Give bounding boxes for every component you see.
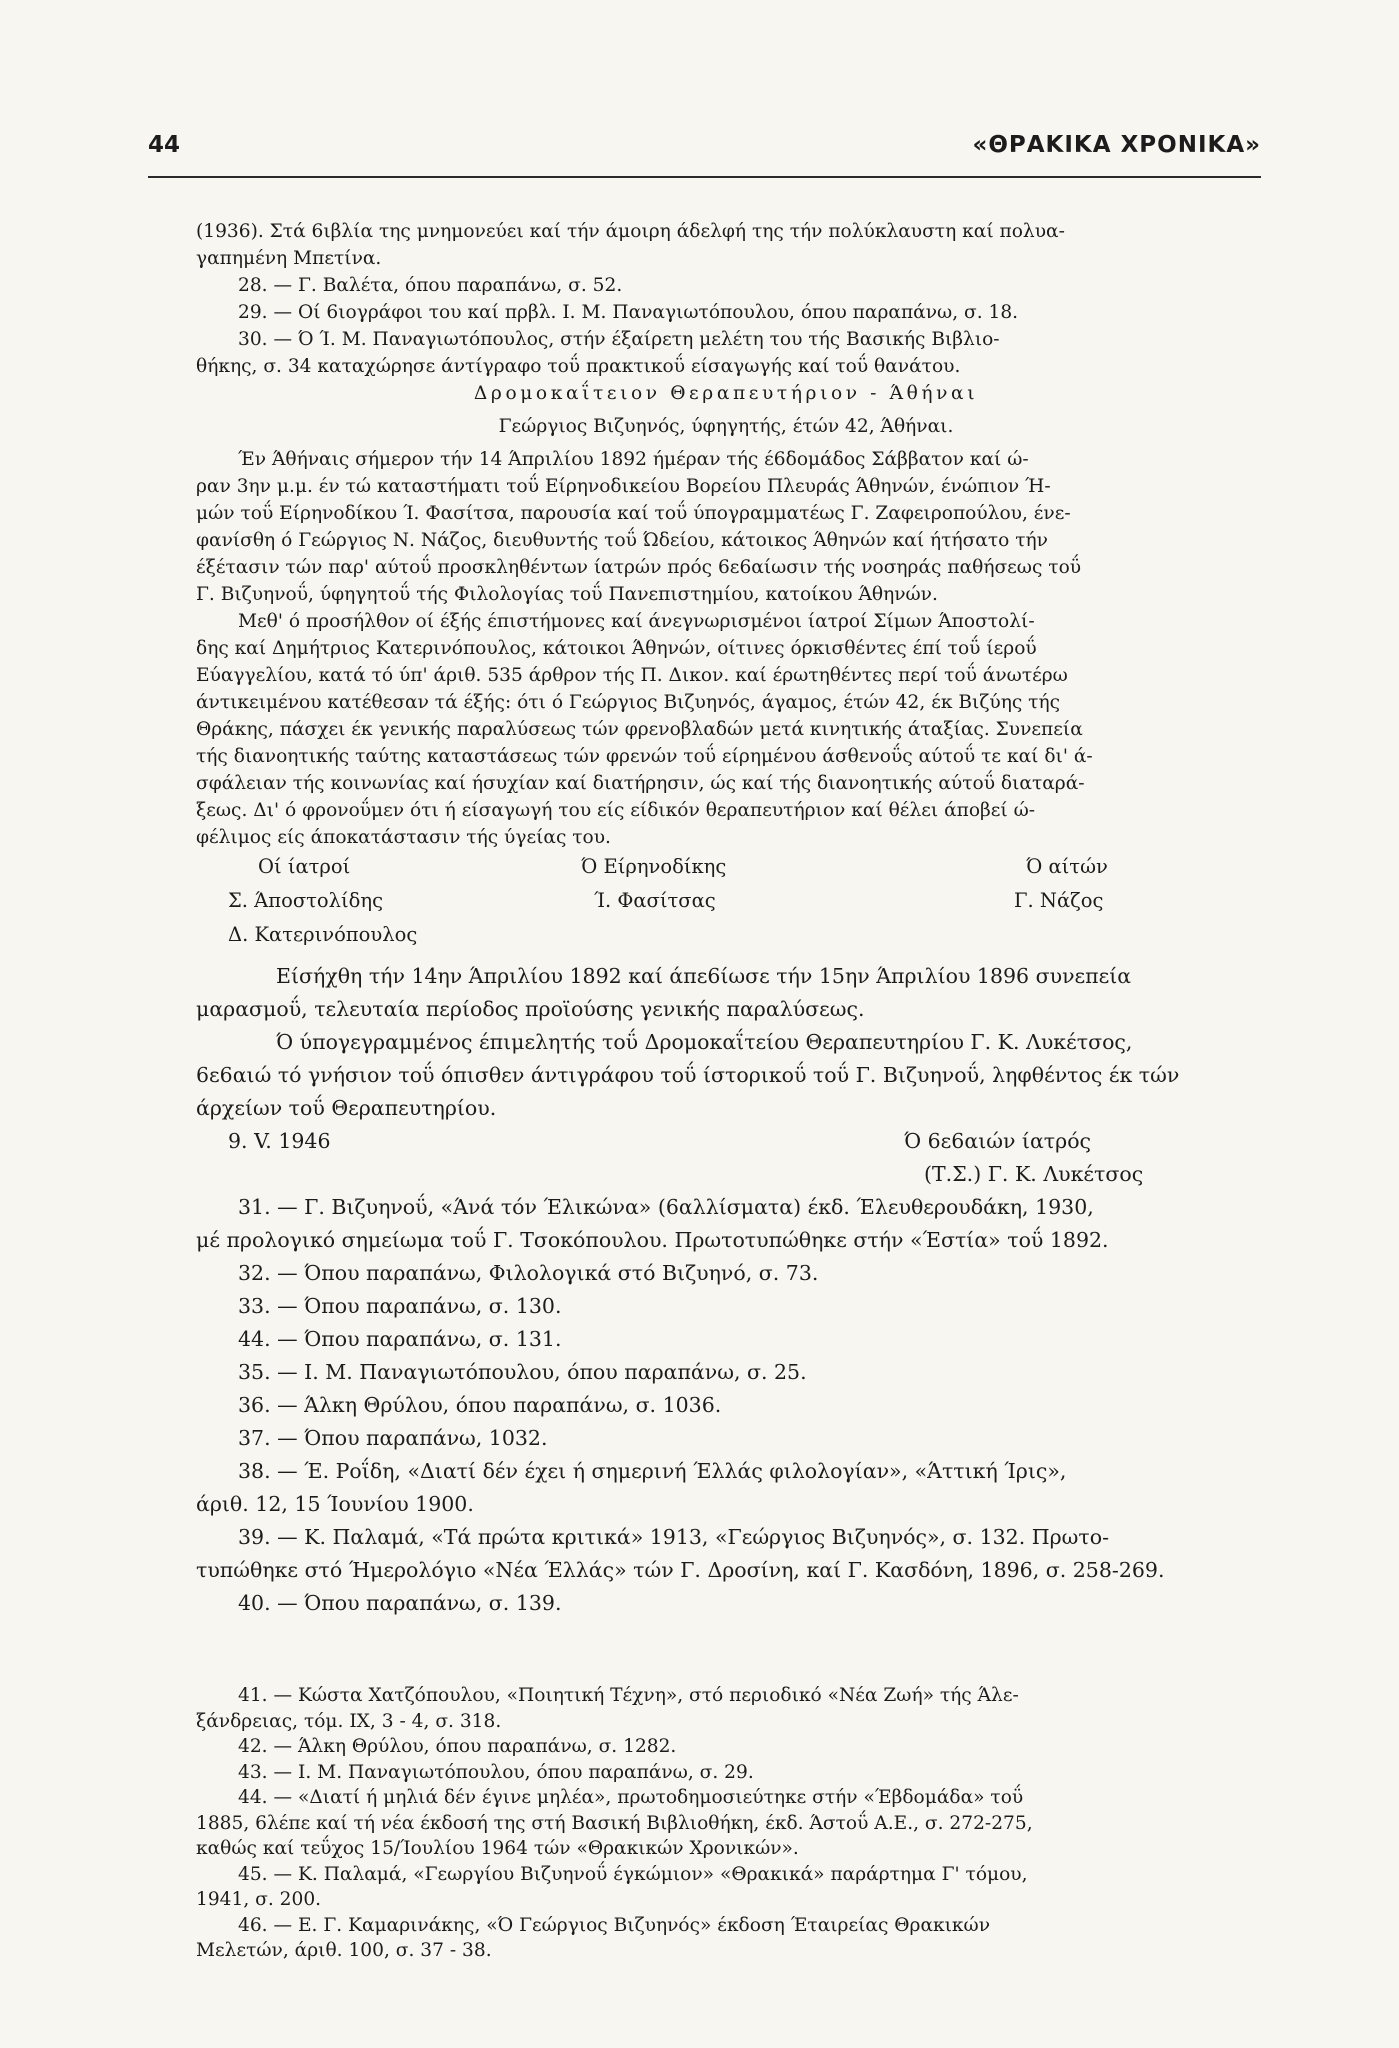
record-line: φανίσθη ό Γεώργιος Ν. Νάζος, διευθυντής τοΰ Ώδείου, κάτοικος Άθηνών καί ήτήσατο τήν xyxy=(196,530,1048,551)
page-number: 44 xyxy=(148,132,181,158)
footnote-line: 44. — «Διατί ή μηλιά δέν έγινε μηλέα», πρωτοδημοσιεύτηκε στήν «Έβδομάδα» τοΰ xyxy=(238,1787,1024,1808)
footnote-line: μέ προλογικό σημείωμα τοΰ Γ. Τσοκόπουλου. Πρωτοτυπώθηκε στήν «Έστία» τοΰ 1892. xyxy=(196,1228,1109,1252)
main-text-block xyxy=(196,960,1266,1620)
page-header xyxy=(148,132,1261,172)
certifier-name: (Τ.Σ.) Γ. Κ. Λυκέτσος xyxy=(924,1162,1144,1186)
record-line: ραν 3ην μ.μ. έν τώ καταστήματι τοΰ Είρηνοδικείου Βορείου Πλευράς Άθηνών, ένώπιον Ή- xyxy=(196,476,1051,497)
text-line: (1936). Στά 6ιβλία της μνημονεύει καί τήν άμοιρη άδελφή της τήν πολύκλαυστη καί πολυα- xyxy=(196,221,1065,242)
footnote-line: 33. — Όπου παραπάνω, σ. 130. xyxy=(238,1294,562,1318)
record-line: έξέτασιν τών παρ' αύτοΰ προσκληθέντων ίατρών πρός 6ε6αίωσιν τής νοσηράς παθήσεως τοΰ xyxy=(196,557,1082,578)
footnote-line: 43. — Ι. Μ. Παναγιωτόπουλου, όπου παραπάνω, σ. 29. xyxy=(238,1761,754,1783)
small-print-block xyxy=(196,218,1256,851)
certification-date-row xyxy=(196,1125,1266,1158)
signature-name: Δ. Κατερινόπουλος xyxy=(228,923,418,946)
footnote-line: 44. — Όπου παραπάνω, σ. 131. xyxy=(238,1327,562,1351)
notes-list xyxy=(196,1191,1266,1620)
certification-line: Ό ύπογεγραμμένος έπιμελητής τοΰ Δρομοκαΐτείου Θεραπευτηρίου Γ. Κ. Λυκέτσος, xyxy=(276,1030,1133,1054)
admission-line: Είσήχθη τήν 14ην Άπριλίου 1892 καί άπε6ίωσε τήν 15ην Άπριλίου 1896 συνεπεία xyxy=(276,964,1132,988)
signature-names xyxy=(196,887,1256,917)
footnote-line: 37. — Όπου παραπάνω, 1032. xyxy=(238,1426,548,1450)
certifier-title: Ό 6ε6αιών ίατρός xyxy=(904,1129,1092,1153)
certification-line: 6ε6αιώ τό γνήσιον τοΰ όπισθεν άντιγράφου τοΰ ίστορικοΰ τοΰ Γ. Βιζυηνοΰ, ληφθέντος έκ τών xyxy=(196,1063,1180,1087)
signature-headers xyxy=(196,853,1256,883)
footnote-line: 1941, σ. 200. xyxy=(196,1889,322,1910)
record-subheading: Γεώργιος Βιζυηνός, ύφηγητής, έτών 42, Άθήναι. xyxy=(498,416,954,437)
footnote-line: 46. — Ε. Γ. Καμαρινάκης, «Ό Γεώργιος Βιζυηνός» έκδοση Έταιρείας Θρακικών xyxy=(238,1914,991,1936)
text-line: θήκης, σ. 34 καταχώρησε άντίγραφο τοΰ πρακτικοΰ είσαγωγής καί τοΰ θανάτου. xyxy=(196,356,961,377)
footnote-line: 41. — Κώστα Χατζόπουλου, «Ποιητική Τέχνη», στό περιοδικό «Νέα Ζωή» τής Άλε- xyxy=(238,1685,1019,1706)
header-divider xyxy=(148,176,1261,178)
record-line: ξεως. Δι' ό φρονοΰμεν ότι ή είσαγωγή του είς είδικόν θεραπευτήριον καί θέλει άποβεί ώ- xyxy=(196,800,1036,821)
notes-list-small xyxy=(196,1683,1256,1964)
running-title: «ΘΡΑΚΙΚΑ ΧΡΟΝΙΚΑ» xyxy=(972,132,1261,158)
note-30: 30. — Ό Ί. Μ. Παναγιωτόπουλος, στήν έξαίρετη μελέτη του τής Βασικής Βιβλιο- xyxy=(238,329,1000,350)
record-line: Έν Άθήναις σήμερον τήν 14 Άπριλίου 1892 ήμέραν τής έ6δομάδος Σάββατον καί ώ- xyxy=(238,449,1029,470)
record-line: δης καί Δημήτριος Κατερινόπουλος, κάτοικοι Άθηνών, οίτινες όρκισθέντες έπί τοΰ ίεροΰ xyxy=(196,638,1037,659)
record-line: Μεθ' ό προσήλθον οί έξής έπιστήμονες καί άνεγνωρισμένοι ίατροί Σίμων Άποστολί- xyxy=(238,611,1035,632)
footnote-line: 32. — Όπου παραπάνω, Φιλολογικά στό Βιζυηνό, σ. 73. xyxy=(238,1261,819,1285)
record-line: μών τοΰ Είρηνοδίκου Ί. Φασίτσα, παρουσία καί τοΰ ύπογραμματέως Γ. Ζαφειροπούλου, ένε- xyxy=(196,503,1071,524)
record-line: Εύαγγελίου, κατά τό ύπ' άριθ. 535 άρθρον τής Π. Δικον. καί έρωτηθέντες περί τοΰ άνωτέρω xyxy=(196,665,1068,686)
signature-name: Σ. Άποστολίδης xyxy=(228,889,384,912)
record-line: άντικειμένου κατέθεσαν τά έξής: ότι ό Γεώργιος Βιζυηνός, άγαμος, έτών 42, έκ Βιζύης τής xyxy=(196,692,1061,713)
signature-header-doctors: Οί ίατροί xyxy=(258,855,351,878)
footnote-line: 39. — Κ. Παλαμά, «Τά πρώτα κριτικά» 1913, «Γεώργιος Βιζυηνός», σ. 132. Πρωτο- xyxy=(238,1525,1109,1549)
footnote-line: άριθ. 12, 15 Ίουνίου 1900. xyxy=(196,1492,474,1516)
signature-name: Γ. Νάζος xyxy=(1014,889,1104,912)
certification-line: άρχείων τοΰ Θεραπευτηρίου. xyxy=(196,1096,497,1120)
admission-line: μαρασμοΰ, τελευταία περίοδος προϊούσης γενικής παραλύσεως. xyxy=(196,997,865,1021)
record-line: Γ. Βιζυηνοΰ, ύφηγητοΰ τής Φιλολογίας τοΰ Πανεπιστημίου, κατοίκου Άθηνών. xyxy=(196,584,938,605)
signature-header-judge: Ό Είρηνοδίκης xyxy=(581,855,727,878)
record-line: Θράκης, πάσχει έκ γενικής παραλύσεως τών φρενοβλαδών μετά κινητικής άταξίας. Συνεπεία xyxy=(196,719,1083,740)
footnote-line: ξάνδρειας, τόμ. ΙΧ, 3 - 4, σ. 318. xyxy=(196,1710,502,1732)
footnote-line: 31. — Γ. Βιζυηνοΰ, «Άνά τόν Έλικώνα» (6αλλίσματα) έκδ. Έλευθερουδάκη, 1930, xyxy=(238,1195,1094,1219)
footnote-line: 36. — Άλκη Θρύλου, όπου παραπάνω, σ. 1036. xyxy=(238,1393,722,1417)
record-line: τής διανοητικής ταύτης καταστάσεως τών φρενών τοΰ είρημένου άσθενοΰς αύτοΰ τε καί δι' ά- xyxy=(196,746,1093,767)
certification-date: 9. V. 1946 xyxy=(228,1129,331,1153)
footnote-line: 38. — Έ. Ροΐδη, «Διατί δέν έχει ή σημερινή Έλλάς φιλολογίαν», «Άττική Ίρις», xyxy=(238,1459,1067,1483)
text-line: γαπημένη Μπετίνα. xyxy=(196,248,382,269)
footnote-line: 1885, 6λέπε καί τή νέα έκδοσή της στή Βασική Βιβλιοθήκη, έκδ. Άστοΰ Α.Ε., σ. 272-275, xyxy=(196,1812,1033,1834)
signature-block xyxy=(196,853,1256,951)
note-29: 29. — Οί 6ιογράφοι του καί πρβλ. Ι. Μ. Παναγιωτόπουλου, όπου παραπάνω, σ. 18. xyxy=(238,302,1019,323)
signature-header-applicant: Ό αίτών xyxy=(1026,855,1108,878)
record-line: φέλιμος είς άποκατάστασιν τής ύγείας του. xyxy=(196,827,611,848)
footnote-line: Μελετών, άριθ. 100, σ. 37 - 38. xyxy=(196,1940,492,1961)
footnote-line: 40. — Όπου παραπάνω, σ. 139. xyxy=(238,1591,562,1615)
footnote-line: 42. — Άλκη Θρύλου, όπου παραπάνω, σ. 1282. xyxy=(238,1736,677,1757)
signature-name: Ί. Φασίτσας xyxy=(594,889,716,912)
note-28: 28. — Γ. Βαλέτα, όπου παραπάνω, σ. 52. xyxy=(238,275,623,296)
record-line: σφάλειαν τής κοινωνίας καί ήσυχίαν καί διατήρησιν, ώς καί τής διανοητικής αύτοΰ διαταρά- xyxy=(196,773,1085,794)
footnote-line: τυπώθηκε στό Ήμερολόγιο «Νέα Έλλάς» τών Γ. Δροσίνη, καί Γ. Κασδόνη, 1896, σ. 258-269. xyxy=(196,1558,1165,1582)
footnote-line: 45. — Κ. Παλαμά, «Γεωργίου Βιζυηνοΰ έγκώμιον» «Θρακικά» παράρτημα Γ' τόμου, xyxy=(238,1863,1028,1885)
footnote-line: καθώς καί τεΰχος 15/Ίουλίου 1964 τών «Θρακικών Χρονικών». xyxy=(196,1838,799,1859)
record-heading: Δρομοκαΐτειον Θεραπευτήριον - Άθήναι xyxy=(473,383,979,404)
footnote-line: 35. — Ι. Μ. Παναγιωτόπουλου, όπου παραπάνω, σ. 25. xyxy=(238,1360,807,1384)
